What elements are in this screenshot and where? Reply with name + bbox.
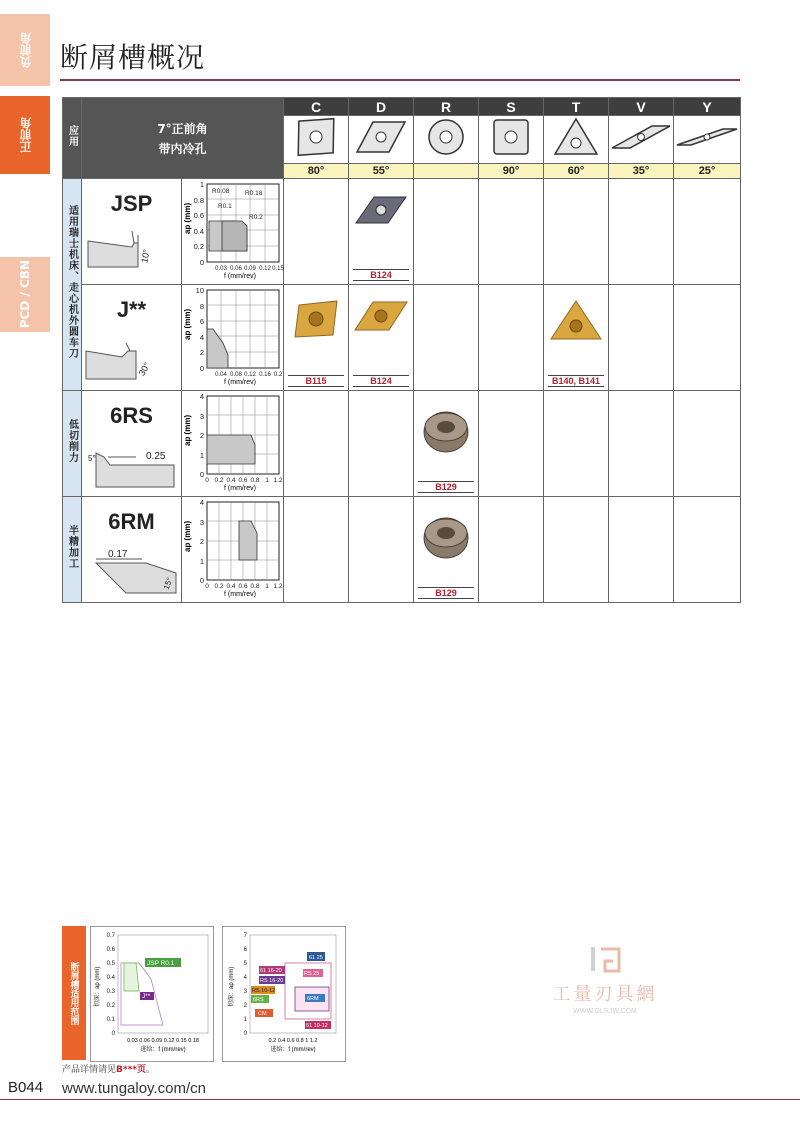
rhombus-80-icon	[291, 116, 341, 158]
svg-text:0: 0	[205, 477, 209, 484]
cell-j-d[interactable]	[349, 285, 414, 391]
desc-line2: 带内冷孔	[158, 141, 207, 156]
svg-text:8: 8	[199, 302, 204, 311]
svg-text:0: 0	[199, 470, 204, 479]
svg-text:0.8: 0.8	[250, 477, 260, 484]
chipbreaker-name: 6RS	[110, 403, 153, 428]
svg-text:0.15: 0.15	[272, 266, 284, 272]
col-letter-t: T	[544, 98, 609, 116]
svg-text:3: 3	[199, 412, 204, 421]
svg-text:0.4: 0.4	[193, 227, 204, 236]
svg-text:RS 10-12: RS 10-12	[252, 988, 276, 994]
svg-text:6: 6	[199, 317, 204, 326]
cell-j-t[interactable]	[544, 285, 609, 391]
col-letter-d: D	[349, 98, 414, 116]
svg-text:RS 25: RS 25	[304, 971, 320, 977]
svg-text:6RM: 6RM	[307, 996, 319, 1002]
edge-angle-label: 5°	[88, 454, 96, 463]
svg-text:0.12: 0.12	[244, 372, 256, 378]
svg-text:进给：f (mm/rev): 进给：f (mm/rev)	[140, 1047, 186, 1053]
shape-r	[414, 116, 479, 164]
svg-text:6: 6	[243, 947, 247, 953]
graph-j	[182, 285, 284, 391]
chipbreaker-j	[82, 285, 182, 391]
cell-6rs-r[interactable]	[414, 391, 479, 497]
cell-j-c[interactable]	[284, 285, 349, 391]
side-tab-pcd-cbn[interactable]	[0, 257, 50, 332]
insert-6rs-r-image	[421, 405, 471, 455]
svg-text:R0.18: R0.18	[245, 190, 263, 197]
shape-d	[349, 116, 414, 164]
svg-text:ap (mm): ap (mm)	[183, 414, 192, 446]
cell-jsp-s	[479, 179, 544, 285]
svg-text:1: 1	[199, 451, 204, 460]
svg-text:J**: J**	[142, 993, 151, 1000]
svg-text:1: 1	[199, 180, 204, 189]
edge-profile-jsp	[88, 231, 176, 271]
svg-text:R0.08: R0.08	[212, 188, 230, 195]
svg-text:0.6: 0.6	[238, 583, 248, 590]
cell-jsp-t	[544, 179, 609, 285]
side-tab-label: 负前角	[18, 32, 33, 68]
svg-text:切深：ap (mm): 切深：ap (mm)	[95, 966, 101, 1007]
svg-text:0.6: 0.6	[238, 477, 248, 484]
page-ref-link[interactable]: B129	[418, 481, 474, 493]
cell-6rs-d	[349, 391, 414, 497]
footer-divider	[0, 1099, 800, 1100]
svg-text:0.2: 0.2	[106, 1003, 115, 1009]
range-chart-j	[182, 285, 282, 385]
chipbreaker-name: JSP	[110, 191, 153, 216]
rhombus-35-icon	[610, 116, 672, 158]
edge-angle-label: 15°	[161, 576, 175, 591]
svg-text:ap (mm): ap (mm)	[183, 202, 192, 234]
svg-text:0.08: 0.08	[230, 372, 242, 378]
col-letter-y: Y	[674, 98, 741, 116]
cell-6rm-t	[544, 497, 609, 603]
svg-text:0.09: 0.09	[244, 266, 256, 272]
cell-6rs-y	[674, 391, 741, 497]
cell-6rs-c	[284, 391, 349, 497]
svg-text:R0.1: R0.1	[218, 203, 232, 210]
svg-text:进给：f (mm/rev): 进给：f (mm/rev)	[270, 1047, 316, 1053]
graph-jsp	[182, 179, 284, 285]
cell-jsp-v	[609, 179, 674, 285]
edge-width-label: 0.25	[146, 451, 166, 462]
graph-6rm	[182, 497, 284, 603]
svg-text:0.03 0.06 0.09 0.12 0.15 0.18: 0.03 0.06 0.09 0.12 0.15 0.18	[127, 1038, 199, 1044]
watermark-logo-icon	[585, 945, 625, 975]
svg-text:0.06: 0.06	[230, 266, 242, 272]
svg-text:4: 4	[199, 333, 204, 342]
detail-ref-link[interactable]: B***页	[116, 1065, 146, 1075]
svg-text:0.6: 0.6	[193, 211, 204, 220]
angle-s: 90°	[479, 164, 544, 179]
cell-jsp-c	[284, 179, 349, 285]
svg-text:0.04: 0.04	[215, 372, 227, 378]
cell-6rm-v	[609, 497, 674, 603]
angle-r	[414, 164, 479, 179]
svg-text:0.6: 0.6	[106, 947, 115, 953]
insert-6rm-r-image	[421, 511, 471, 561]
edge-profile-6rm	[86, 549, 178, 595]
watermark: 工量刃具網 WWW.GLRJW.COM	[535, 945, 675, 1015]
svg-text:f (mm/rev): f (mm/rev)	[224, 485, 256, 492]
edge-angle-label: 30°	[136, 360, 153, 378]
range-chart-6rs	[182, 391, 282, 491]
range-chart-jsp	[182, 179, 282, 279]
shape-t	[544, 116, 609, 164]
cell-j-v	[609, 285, 674, 391]
svg-text:0.4: 0.4	[226, 477, 236, 484]
svg-text:切深：ap (mm): 切深：ap (mm)	[229, 966, 235, 1007]
triangle-icon	[552, 116, 600, 158]
cell-jsp-r	[414, 179, 479, 285]
col-letter-s: S	[479, 98, 544, 116]
svg-text:0.12: 0.12	[259, 266, 271, 272]
shape-v	[609, 116, 674, 164]
svg-text:2: 2	[243, 1003, 247, 1009]
application-semi-finish: 半精加工	[63, 497, 82, 603]
svg-text:2: 2	[199, 431, 204, 440]
svg-text:1.2: 1.2	[273, 477, 283, 484]
svg-text:0: 0	[243, 1031, 247, 1037]
page-ref-link[interactable]: B124	[353, 269, 409, 281]
cell-j-y	[674, 285, 741, 391]
angle-t: 60°	[544, 164, 609, 179]
page-ref-link[interactable]: B115	[288, 375, 344, 387]
cell-jsp-y	[674, 179, 741, 285]
page-ref-link[interactable]: B129	[418, 587, 474, 599]
desc-header	[82, 98, 284, 179]
col-letter-r: R	[414, 98, 479, 116]
svg-text:1: 1	[243, 1017, 247, 1023]
chipbreaker-jsp	[82, 179, 182, 285]
svg-text:0.3: 0.3	[106, 989, 115, 995]
range-tab: 断屑槽适用范围	[62, 926, 86, 1060]
svg-text:4: 4	[199, 498, 204, 507]
svg-text:0.5: 0.5	[106, 961, 115, 967]
svg-text:f (mm/rev): f (mm/rev)	[224, 591, 256, 598]
cell-6rm-y	[674, 497, 741, 603]
svg-text:0.2: 0.2	[214, 583, 224, 590]
footer-url-link[interactable]: www.tungaloy.com/cn	[62, 1080, 206, 1097]
angle-y: 25°	[674, 164, 741, 179]
svg-text:0.4: 0.4	[226, 583, 236, 590]
edge-angle-label: 10°	[139, 248, 152, 264]
svg-text:1: 1	[199, 557, 204, 566]
svg-text:61 10-12: 61 10-12	[306, 1023, 328, 1029]
shape-s	[479, 116, 544, 164]
svg-text:61 16-20: 61 16-20	[260, 968, 282, 974]
svg-text:R0.2: R0.2	[249, 214, 263, 221]
svg-text:1: 1	[265, 583, 269, 590]
side-tab-label: PCD / CBN	[18, 260, 32, 329]
app-header: 应用	[63, 98, 82, 179]
range-thumbnail-jsp[interactable]	[90, 926, 214, 1062]
svg-text:5: 5	[243, 961, 247, 967]
svg-text:61 25: 61 25	[309, 955, 323, 961]
svg-text:0.1: 0.1	[106, 1017, 115, 1023]
chipbreaker-table	[62, 97, 741, 603]
square-icon	[489, 116, 533, 158]
svg-text:10: 10	[195, 286, 204, 295]
page-ref-link[interactable]: B140, B141	[548, 375, 604, 387]
cell-jsp-d[interactable]	[349, 179, 414, 285]
graph-6rs	[182, 391, 284, 497]
chipbreaker-6rs	[82, 391, 182, 497]
svg-text:0.2 0.4 0.6 0.8 1 1.2: 0.2 0.4 0.6 0.8 1 1.2	[268, 1038, 318, 1044]
svg-text:RS 16-20: RS 16-20	[260, 978, 284, 984]
cell-j-s	[479, 285, 544, 391]
side-tab-positive[interactable]	[0, 96, 50, 174]
cell-6rs-v	[609, 391, 674, 497]
insert-j-t-image	[549, 299, 603, 343]
svg-text:1: 1	[265, 477, 269, 484]
angle-c: 80°	[284, 164, 349, 179]
svg-text:3: 3	[199, 518, 204, 527]
svg-text:ap (mm): ap (mm)	[183, 308, 192, 340]
cell-6rm-c	[284, 497, 349, 603]
rhombus-55-icon	[353, 116, 409, 158]
col-letter-v: V	[609, 98, 674, 116]
page-number: B044	[8, 1079, 44, 1096]
svg-text:0.7: 0.7	[106, 933, 115, 939]
cell-6rs-t	[544, 391, 609, 497]
svg-text:6RS: 6RS	[253, 997, 264, 1003]
chipbreaker-name: 6RM	[108, 509, 155, 534]
chipbreaker-6rm	[82, 497, 182, 603]
detail-note: 产品详情请见B***页。	[62, 1065, 156, 1075]
angle-d: 55°	[349, 164, 414, 179]
svg-text:0: 0	[205, 583, 209, 590]
round-icon	[424, 116, 468, 158]
rhombus-25-icon	[675, 116, 739, 158]
cell-j-r	[414, 285, 479, 391]
svg-text:0: 0	[199, 364, 204, 373]
svg-text:3: 3	[243, 989, 247, 995]
range-chart-6rm	[182, 497, 282, 597]
svg-text:CM: CM	[258, 1011, 267, 1017]
cell-6rm-s	[479, 497, 544, 603]
svg-text:0: 0	[199, 258, 204, 267]
side-tab-negative[interactable]	[0, 14, 50, 86]
svg-text:1.2: 1.2	[273, 583, 283, 590]
svg-text:0: 0	[199, 576, 204, 585]
chipbreaker-name: J**	[116, 297, 147, 322]
svg-text:f (mm/rev): f (mm/rev)	[224, 379, 256, 386]
svg-text:0.03: 0.03	[215, 266, 227, 272]
svg-text:4: 4	[199, 392, 204, 401]
insert-j-c-image	[291, 299, 341, 339]
desc-line1: 7°正前角	[157, 121, 208, 136]
title-divider	[60, 79, 740, 81]
cell-6rs-s	[479, 391, 544, 497]
svg-text:0.8: 0.8	[250, 583, 260, 590]
insert-j-d-image	[353, 299, 409, 333]
cell-6rm-r[interactable]	[414, 497, 479, 603]
edge-profile-6rs	[86, 443, 178, 489]
shape-y	[674, 116, 741, 164]
svg-text:0.16: 0.16	[259, 372, 271, 378]
page-title: 断屑槽概况	[60, 41, 206, 74]
application-low-force: 低切削力	[63, 391, 82, 497]
side-tab-label: 正前角	[18, 117, 33, 153]
page-ref-link[interactable]: B124	[353, 375, 409, 387]
insert-jsp-d-image	[354, 193, 408, 227]
shape-c	[284, 116, 349, 164]
svg-text:ap (mm): ap (mm)	[183, 520, 192, 552]
svg-text:2: 2	[199, 537, 204, 546]
cell-6rm-d	[349, 497, 414, 603]
svg-text:0.2: 0.2	[273, 372, 283, 378]
application-swiss: 适用瑞士机床、走心机外圆车刀	[63, 179, 82, 391]
svg-text:0.2: 0.2	[193, 242, 204, 251]
col-letter-c: C	[284, 98, 349, 116]
edge-profile-j	[86, 343, 176, 383]
svg-text:0.8: 0.8	[193, 196, 204, 205]
svg-text:f (mm/rev): f (mm/rev)	[224, 273, 256, 280]
svg-text:0.4: 0.4	[106, 975, 115, 981]
svg-text:0: 0	[111, 1031, 115, 1037]
svg-text:4: 4	[243, 975, 247, 981]
svg-text:JSP R0.1: JSP R0.1	[147, 960, 175, 967]
svg-text:7: 7	[243, 933, 247, 939]
angle-v: 35°	[609, 164, 674, 179]
edge-width-label: 0.17	[108, 549, 128, 560]
svg-text:2: 2	[199, 348, 204, 357]
range-thumbnail-rs[interactable]	[222, 926, 346, 1062]
svg-text:0.2: 0.2	[214, 477, 224, 484]
